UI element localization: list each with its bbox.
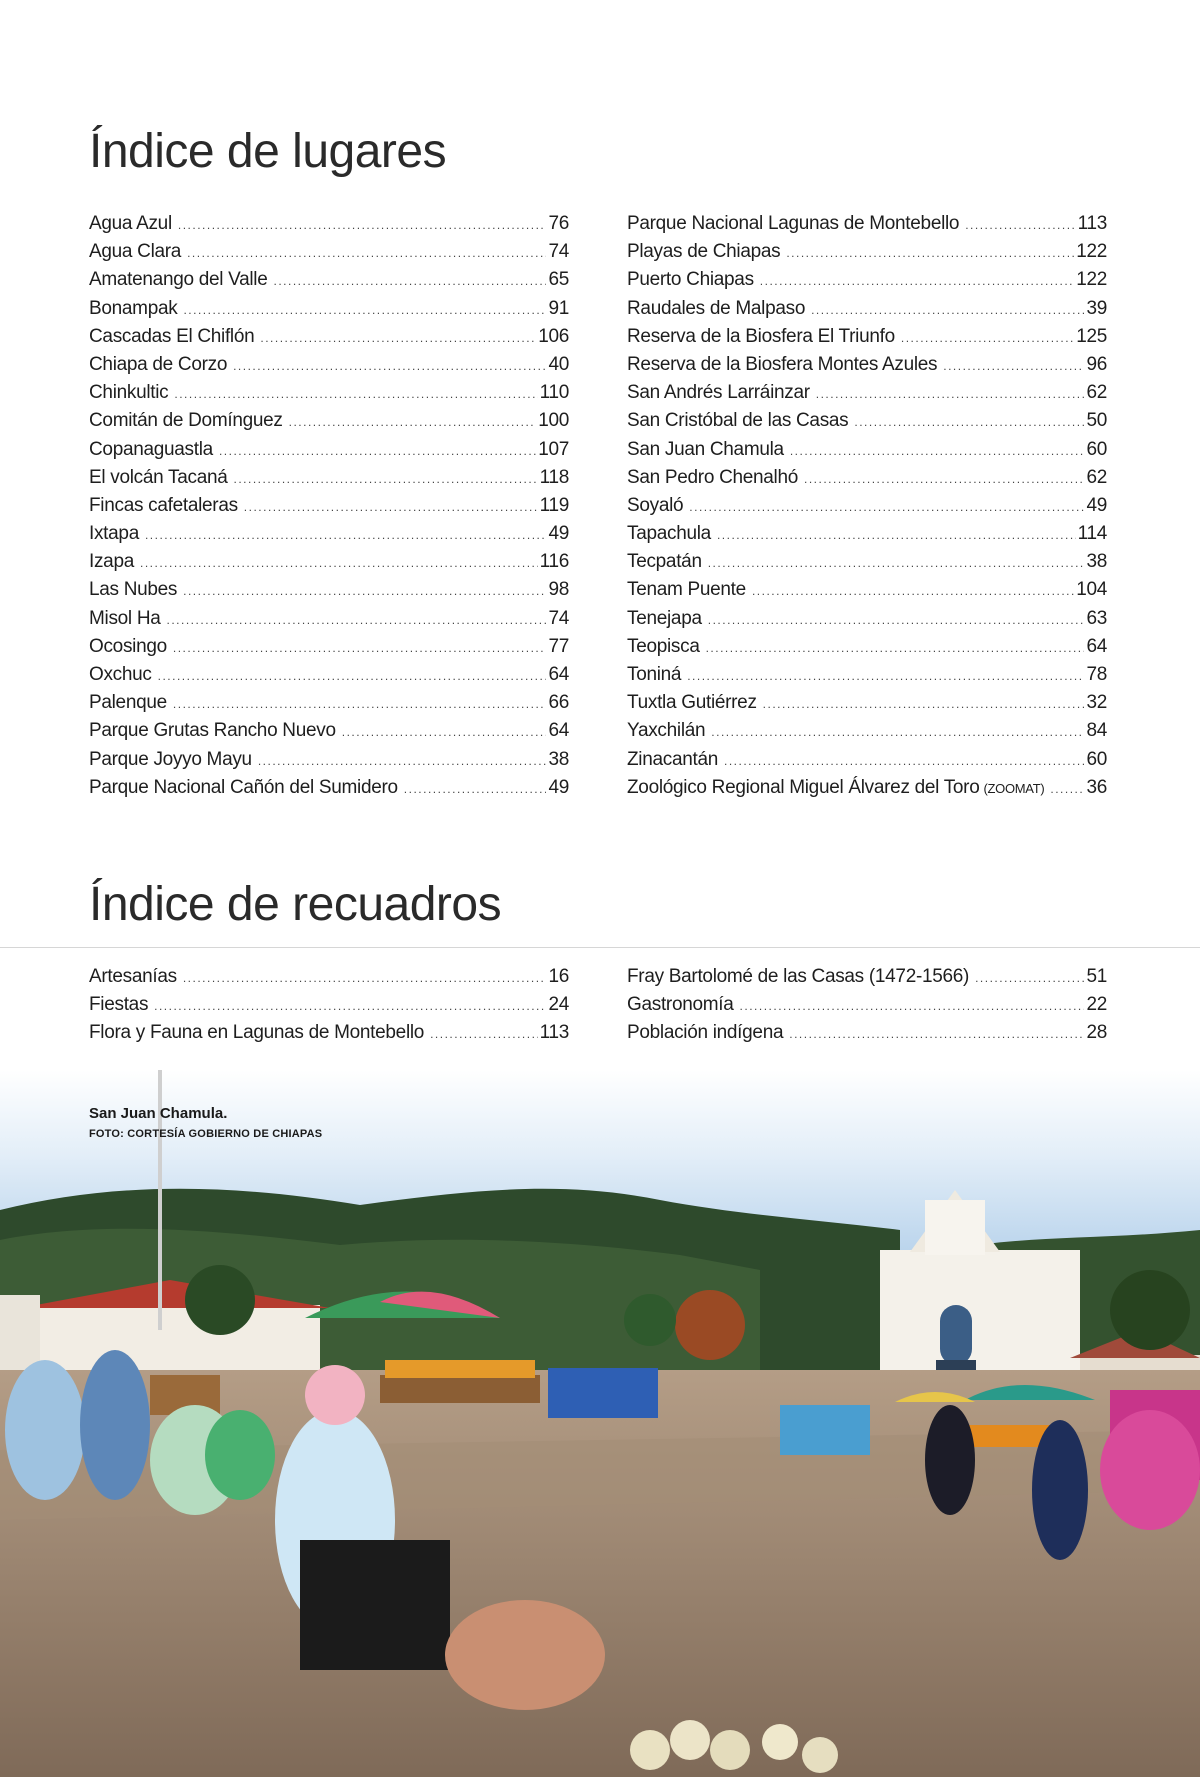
index-entry-name: Artesanías [89,966,177,987]
index-entry-name: Gastronomía [627,994,734,1016]
leader-dots [274,267,547,294]
index-entry-name: Agua Azul [89,213,172,234]
index-entry-page: 78 [1086,664,1107,685]
index-entry-page: 39 [1086,297,1107,319]
index-entry-page: 65 [548,269,569,291]
index-entry [89,323,569,351]
index-entry-name: Población indígena [627,1022,784,1044]
leader-dots [752,577,1074,604]
leader-dots [140,549,538,576]
index-entry [89,407,569,435]
index-entry [89,605,569,633]
index-entry-page: 116 [539,551,569,573]
leader-dots [167,606,547,633]
index-entry-name: Comitán de Domínguez [89,410,283,432]
index-entry [89,689,569,717]
leader-dots [174,380,537,407]
index-entry-name: Fiestas [89,994,149,1016]
index-entry [627,746,1107,774]
market-photo [0,1070,1200,1777]
index-entry-name: San Cristóbal de las Casas [627,410,849,432]
index-entry-name: Soyaló [627,494,684,516]
leader-dots [1050,775,1084,802]
photo-caption: San Juan Chamula. [89,1105,228,1122]
index-entry-page: 49 [548,523,569,545]
index-entry-page: 96 [1086,353,1107,375]
boxes-index-left-column [89,963,569,1048]
index-entry-name: Fincas cafetaleras [89,494,238,516]
index-entry-page: 38 [1086,551,1107,573]
index-entry-page: 51 [1086,966,1107,987]
leader-dots [183,964,547,991]
index-entry-name: Chinkultic [89,382,169,404]
index-entry-page: 32 [1086,692,1107,714]
index-entry-page: 64 [548,720,569,742]
index-entry [89,746,569,774]
index-entry-page: 100 [538,410,569,432]
index-entry [89,633,569,661]
section-divider [0,947,1200,948]
index-entry [89,464,569,492]
index-entry [89,210,569,238]
index-entry-name: Tuxtla Gutiérrez [627,692,757,714]
index-entry [627,633,1107,661]
index-entry-name: Fray Bartolomé de las Casas (1472-1566) [627,966,970,987]
index-entry-page: 64 [1086,635,1107,657]
index-entry [627,436,1107,464]
index-entry-suffix: (ZOOMAT) [983,780,1045,796]
index-entry-page: 16 [548,966,569,987]
leader-dots [708,606,1085,633]
index-entry-name: Las Nubes [89,579,178,601]
index-entry-name: Parque Nacional Cañón del Sumidero [89,776,398,798]
places-index-right-column [627,210,1107,802]
index-entry-name: El volcán Tacaná [89,466,228,488]
leader-dots [790,437,1085,464]
index-entry [627,238,1107,266]
index-entry-page: 40 [548,353,569,375]
leader-dots [816,380,1085,407]
leader-dots [430,1020,538,1047]
index-entry-name: Chiapa de Corzo [89,353,228,375]
leader-dots [740,992,1085,1019]
index-entry-name: Reserva de la Biosfera Montes Azules [627,353,938,375]
index-entry-page: 76 [548,213,569,234]
index-entry-name: Palenque [89,692,167,714]
index-entry-page: 125 [1076,325,1107,347]
index-entry-page: 36 [1086,776,1107,798]
index-entry-page: 91 [548,297,569,319]
index-entry [89,351,569,379]
leader-dots [173,634,547,661]
index-entry [627,717,1107,745]
leader-dots [154,992,546,1019]
index-entry [89,436,569,464]
index-entry-name: Parque Joyyo Mayu [89,748,252,770]
index-entry-name: San Pedro Chenalhó [627,466,799,488]
index-entry-name: Parque Grutas Rancho Nuevo [89,720,336,742]
index-entry-name: Teopisca [627,635,700,657]
leader-dots [173,690,547,717]
leader-dots [687,662,1084,689]
index-entry-name: Izapa [89,551,134,573]
photo-credit: FOTO: CORTESÍA GOBIERNO DE CHIAPAS [89,1128,323,1140]
index-entry-page: 22 [1086,994,1107,1016]
leader-dots [244,493,538,520]
leader-dots [260,324,536,351]
index-entry [89,661,569,689]
leader-dots [145,521,546,548]
index-entry-page: 106 [538,325,569,347]
leader-dots [183,296,546,323]
index-entry [627,689,1107,717]
index-entry-page: 104 [1076,579,1107,601]
index-entry-page: 66 [548,692,569,714]
index-entry [627,464,1107,492]
index-entry-page: 122 [1076,241,1107,263]
leader-dots [975,964,1084,991]
index-entry-name: Tecpatán [627,551,702,573]
index-entry-page: 114 [1077,523,1107,545]
index-entry-name: Zinacantán [627,748,719,770]
index-entry-page: 84 [1086,720,1107,742]
index-entry-name: Yaxchilán [627,720,706,742]
index-entry-name: Playas de Chiapas [627,241,781,263]
leader-dots [763,690,1085,717]
index-entry-name: Agua Clara [89,241,182,263]
index-entry-page: 24 [548,994,569,1016]
index-entry-page: 49 [1086,494,1107,516]
index-entry [627,576,1107,604]
index-entry-name: Copanaguastla [89,438,213,460]
leader-dots [158,662,547,689]
index-entry [89,548,569,576]
index-entry [89,1019,569,1047]
leader-dots [219,437,536,464]
index-entry-name: San Juan Chamula [627,438,784,460]
index-entry [627,520,1107,548]
index-entry-page: 77 [548,635,569,657]
index-entry-name: Zoológico Regional Miguel Álvarez del Toro [627,776,980,798]
index-entry [89,238,569,266]
index-entry [89,520,569,548]
index-entry-page: 113 [539,1022,569,1044]
index-entry [89,379,569,407]
boxes-index-right-column [627,963,1107,1048]
index-entry-page: 50 [1086,410,1107,432]
index-entry-page: 62 [1086,382,1107,404]
index-entry-name: Puerto Chiapas [627,269,754,291]
index-entry-name: Amatenango del Valle [89,269,268,291]
index-entry [627,492,1107,520]
index-entry-name: Tenejapa [627,607,702,629]
index-entry-name: Ocosingo [89,635,167,657]
leader-dots [404,775,547,802]
index-entry [89,295,569,323]
index-entry [627,991,1107,1019]
boxes-index-title: Índice de recuadros [89,878,502,931]
leader-dots [187,239,546,266]
index-entry [89,576,569,604]
leader-dots [854,408,1084,435]
leader-dots [689,493,1084,520]
index-entry [89,774,569,802]
index-entry-name: Oxchuc [89,664,152,685]
leader-dots [760,267,1074,294]
index-entry [627,407,1107,435]
index-entry-page: 118 [539,466,569,488]
leader-dots [178,211,547,238]
index-entry-page: 110 [539,382,569,404]
index-entry-page: 64 [548,664,569,685]
index-entry [89,717,569,745]
leader-dots [786,239,1074,266]
index-entry-page: 122 [1076,269,1107,291]
index-entry [627,323,1107,351]
index-entry-name: Raudales de Malpaso [627,297,806,319]
index-entry [627,548,1107,576]
index-entry-page: 74 [548,241,569,263]
leader-dots [811,296,1084,323]
index-entry [627,963,1107,991]
places-index-title: Índice de lugares [89,125,447,178]
index-entry-page: 62 [1086,466,1107,488]
index-entry [89,492,569,520]
index-entry-name: Misol Ha [89,607,161,629]
index-entry [89,991,569,1019]
index-entry [627,774,1107,802]
index-entry-page: 74 [548,607,569,629]
index-entry-name: Bonampak [89,297,178,319]
index-entry [627,661,1107,689]
index-entry-page: 49 [548,776,569,798]
index-entry [627,1019,1107,1047]
index-entry-name: Ixtapa [89,523,139,545]
leader-dots [965,211,1075,238]
places-index-left-column [89,210,569,802]
leader-dots [289,408,537,435]
leader-dots [711,718,1084,745]
index-entry [627,605,1107,633]
index-entry-page: 38 [548,748,569,770]
index-entry-page: 60 [1086,438,1107,460]
leader-dots [258,747,547,774]
leader-dots [706,634,1085,661]
index-entry [89,266,569,294]
index-entry [627,351,1107,379]
leader-dots [901,324,1074,351]
leader-dots [717,521,1076,548]
index-entry-page: 98 [548,579,569,601]
index-entry-name: Toniná [627,664,682,685]
index-entry-name: Reserva de la Biosfera El Triunfo [627,325,895,347]
leader-dots [708,549,1085,576]
index-entry-name: Flora y Fauna en Lagunas de Montebello [89,1022,425,1044]
leader-dots [234,465,538,492]
index-entry [627,210,1107,238]
leader-dots [804,465,1084,492]
index-entry-page: 60 [1086,748,1107,770]
leader-dots [183,577,546,604]
leader-dots [724,747,1084,774]
leader-dots [943,352,1084,379]
index-entry-page: 63 [1086,607,1107,629]
leader-dots [789,1020,1084,1047]
leader-dots [233,352,546,379]
index-entry [627,295,1107,323]
index-entry-name: Parque Nacional Lagunas de Montebello [627,213,960,234]
index-entry [627,266,1107,294]
index-entry-name: Cascadas El Chiflón [89,325,255,347]
index-entry-name: Tapachula [627,523,711,545]
index-entry-page: 113 [1077,213,1107,234]
index-entry-page: 28 [1086,1022,1107,1044]
leader-dots [342,718,547,745]
index-entry-page: 119 [539,494,569,516]
index-entry [89,963,569,991]
index-entry-name: San Andrés Larráinzar [627,382,810,404]
index-entry-name: Tenam Puente [627,579,746,601]
index-entry [627,379,1107,407]
index-entry-page: 107 [538,438,569,460]
